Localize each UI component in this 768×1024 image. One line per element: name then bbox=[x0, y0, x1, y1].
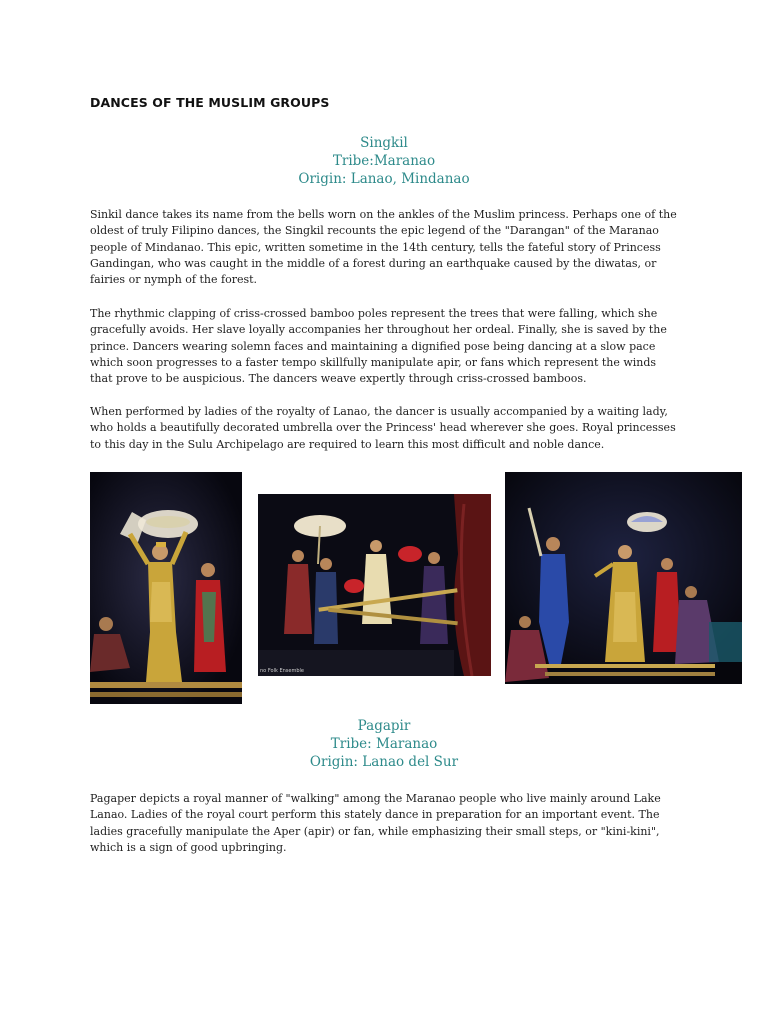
singkil-photo-2 bbox=[258, 494, 491, 676]
singkil-title-block bbox=[0, 134, 768, 188]
singkil-paragraph-2: The rhythmic clapping of criss-crossed bamboo poles represent the trees that were falling, which she gracefully avoids. Her slave loyally accompanies her throughout her ordeal. Finally, she is saved by the prince. Dancers wearing solemn faces and maintaining a dignified pose being dancing at a slow pace which soon progresses to a faster tempo skillfully manipulate apir, or fans which represent the winds that prove to be auspicious. The dancers weave expertly through criss-crossed bamboos. bbox=[90, 307, 667, 386]
singkil-tribe: Tribe:Maranao bbox=[332, 153, 436, 169]
pagapir-origin: Origin: Lanao del Sur bbox=[309, 754, 459, 770]
singkil-name: Singkil bbox=[360, 135, 408, 151]
singkil-photo-1-image bbox=[90, 472, 242, 704]
pagapir-tribe: Tribe: Maranao bbox=[330, 736, 438, 752]
pagapir-name: Pagapir bbox=[357, 718, 411, 734]
page-heading: DANCES OF THE MUSLIM GROUPS bbox=[90, 95, 330, 110]
singkil-photo-1 bbox=[90, 472, 242, 704]
singkil-origin: Origin: Lanao, Mindanao bbox=[298, 171, 470, 187]
photo-caption: no Folk Ensemble bbox=[260, 668, 304, 674]
singkil-photo-3 bbox=[505, 472, 742, 684]
pagapir-paragraph-1: Pagaper depicts a royal manner of "walking" among the Maranao people who live mainly around Lake Lanao. Ladies of the royal court perform this stately dance in preparation for an important event. The ladies gracefully manipulate the Aper (apir) or fan, while emphasizing their small steps, or "kini-kini", which is a sign of good upbringing. bbox=[90, 792, 661, 854]
singkil-photo-2-image bbox=[258, 494, 491, 676]
singkil-paragraph-3: When performed by ladies of the royalty of Lanao, the dancer is usually accompanied by a waiting lady, who holds a beautifully decorated umbrella over the Princess' head wherever she goes. Royal princesses to this day in the Sulu Archipelago are required to learn this most difficult and noble dance. bbox=[90, 405, 676, 451]
singkil-photo-3-image bbox=[505, 472, 742, 684]
pagapir-title-block bbox=[0, 717, 768, 771]
singkil-paragraph-1: Sinkil dance takes its name from the bells worn on the ankles of the Muslim princess. Perhaps one of the oldest of truly Filipino dances, the Singkil recounts the epic legend of the "Darangan" of the Maranao people of Mindanao. This epic, written sometime in the 14th century, tells the fateful story of Princess Gandingan, who was caught in the middle of a forest during an earthquake caused by the diwatas, or fairies or nymph of the forest. bbox=[90, 208, 677, 287]
